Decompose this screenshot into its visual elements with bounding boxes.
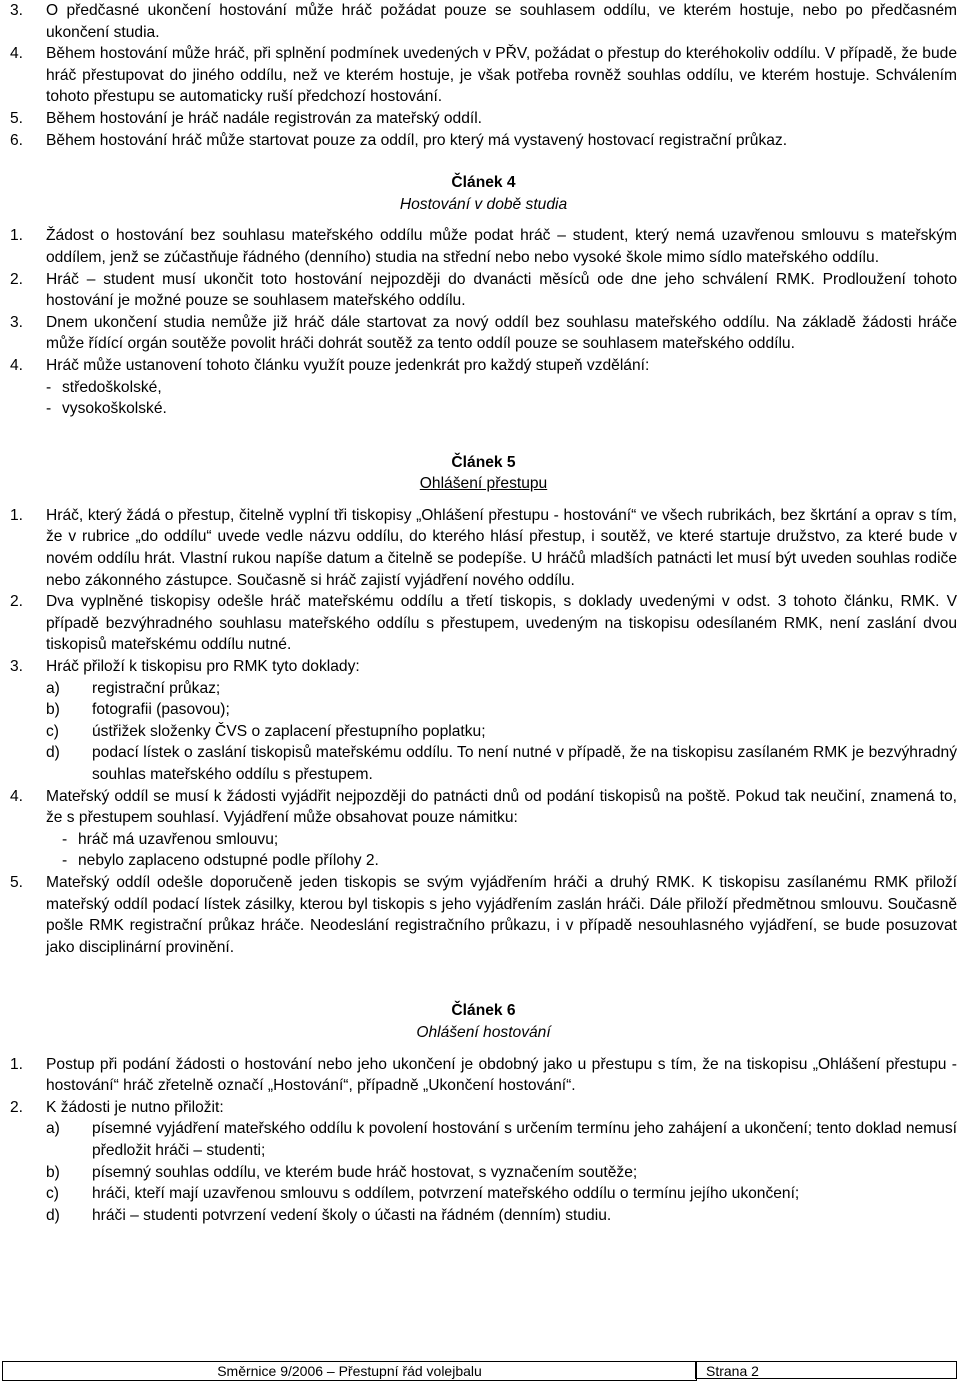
list-item: 6. Během hostování hráč může startovat pouze za oddíl, pro který má vystavený hostovací registrační průkaz.: [10, 131, 788, 149]
sub-item: b) fotografii (pasovou);: [46, 701, 230, 719]
page-footer: [0, 1361, 960, 1383]
objection-item: - hráč má uzavřenou smlouvu;: [62, 830, 279, 848]
article-4-heading: [10, 172, 957, 215]
requirements-sublist: [10, 1118, 957, 1226]
sub-item: a) písemné vyjádření mateřského oddílu k povolení hostování s určením termínu jeho zahájení a ukončení; tento doklad nemusí předložit hráči – studenti;: [46, 1120, 957, 1159]
article-4-subtitle: Hostování v době studia: [399, 195, 568, 213]
article-6-subtitle: Ohlášení hostování: [416, 1023, 551, 1041]
list-item: 3. Hráč přiloží k tiskopisu pro RMK tyto doklady:: [10, 658, 360, 676]
list-item: 1. Žádost o hostování bez souhlasu mateřského oddílu může podat hráč – student, který nemá uzavřenou smlouvu s mateřským oddílem, jenž se zúčastňuje řádného (denního) studia na střední nebo nebo vysoké škole mimo sídlo mateřského oddílu.: [10, 227, 957, 266]
sub-item: d) hráči – studenti potvrzení vedení školy o účasti na řádném (denním) studiu.: [46, 1206, 612, 1224]
article-4-title: Článek 4: [451, 174, 516, 192]
article-4-body: [10, 225, 957, 419]
list-item: 5. Během hostování je hráč nadále registrován za mateřský oddíl.: [10, 109, 482, 127]
list-item: 3. O předčasné ukončení hostování může hráč požádat pouze se souhlasem oddílu, ve kterém hostuje, nebo po předčasném ukončení studia.: [10, 2, 957, 41]
objection-item: - nebylo zaplaceno odstupné podle přílohy 2.: [62, 852, 379, 870]
article-5-heading: [10, 452, 957, 495]
list-item: 2. Dva vyplněné tiskopisy odešle hráč mateřskému oddílu a třetí tiskopis, s doklady uvedenými v odst. 3 tohoto článku, RMK. V případě bezvýhradného souhlasu mateřského oddílu s přestupem, uvedeným na tiskopisu odesílaném RMK, není zaslání dvou tiskopisů mateřskému oddílu nutné.: [10, 593, 957, 654]
article-6-body: [10, 1054, 957, 1227]
education-level-item: - vysokoškolské.: [46, 400, 167, 418]
documents-sublist: [10, 678, 957, 786]
document-page: [10, 0, 957, 1226]
sub-item: d) podací lístek o zaslání tiskopisů mateřskému oddílu. To není nutné v případě, že na tiskopisu zasílaném RMK je bezvýhradný souhlas mateřského oddílu s přestupem.: [46, 744, 957, 783]
list-item: 2. K žádosti je nutno přiložit:: [10, 1098, 224, 1116]
article-5-body: [10, 505, 957, 958]
list-item: 4. Mateřský oddíl se musí k žádosti vyjádřit nejpozději do patnácti dnů od podání tiskopisů na poště. Pokud tak neučiní, znamená to, že s přestupem souhlasí. Vyjádření může obsahovat pouze námitku:: [10, 787, 957, 827]
list-item: 3. Dnem ukončení studia nemůže již hráč dále startovat za nový oddíl bez souhlasu mateřského oddílu. Na základě žádosti hráče může řídící orgán soutěže povolit hráči dohrát soutěž za tento oddíl pouze se souhlasem mateřského oddílu.: [10, 313, 957, 353]
sub-item: c) ústřižek složenky ČVS o zaplacení přestupního poplatku;: [46, 722, 486, 740]
list-item: 2. Hráč – student musí ukončit toto hostování nejpozději do dvanácti měsíců ode dne jeho schválení RMK. Prodloužení tohoto hostování je možné pouze se souhlasem mateřského oddílu.: [10, 270, 957, 310]
article-5-title: Článek 5: [451, 453, 516, 471]
sub-item: b) písemný souhlas oddílu, ve kterém bude hráč hostovat, s vyznačením soutěže;: [46, 1163, 638, 1181]
list-item: 1. Hráč, který žádá o přestup, čitelně vyplní tři tiskopisy „Ohlášení přestupu - hostování“ ve všech rubrikách, bez škrtání a oprav s tím, že v rubrice „do oddílu“ uvede vedle názvu oddílu, do kterého hlásí přestup, i soutěž, ve které startuje družstvo, za které bude v novém oddílu hrát. Vlastní rukou napíše datum a čitelně se podepíše. U hráčů mladších patnácti let musí být uveden souhlas rodiče nebo zákonného zástupce. Současně si hráč zajistí vyjádření nového oddílu.: [10, 506, 957, 589]
list-item: 4. Hráč může ustanovení tohoto článku využít pouze jedenkrát pro každý stupeň vzdělání:: [10, 356, 650, 374]
article-6-heading: [10, 1000, 957, 1043]
article-6-title: Článek 6: [451, 1002, 516, 1020]
sub-item: c) hráči, kteří mají uzavřenou smlouvu s oddílem, potvrzení mateřského oddílu o termínu jejího ukončení;: [46, 1185, 800, 1203]
sub-item: a) registrační průkaz;: [46, 679, 221, 697]
list-item: 5. Mateřský oddíl odešle doporučeně jeden tiskopis se svým vyjádřením hráči a druhý RMK. K tiskopisu zasílanému RMK přiloží mateřský oddíl podací lístek zásilky, kterou byl tiskopis s jeho vyjádřením zaslán hráči. Dále přiloží předmětnou smlouvu. Současně pošle RMK registrační průkaz hráče. Neodeslání registračního průkazu, i v případě nesouhlasného vyjádření, se bude posuzovat jako disciplinární provinění.: [10, 873, 957, 956]
article-5-subtitle: Ohlášení přestupu: [419, 475, 548, 493]
footer-document-name: Směrnice 9/2006 – Přestupní řád volejbalu: [2, 1361, 697, 1381]
footer-page-number: Strana 2: [695, 1361, 957, 1379]
education-level-item: - středoškolské,: [46, 378, 162, 396]
intro-list: [10, 0, 957, 151]
list-item: 1. Postup při podání žádosti o hostování nebo jeho ukončení je obdobný jako u přestupu s tím, že na tiskopisu „Ohlášení přestupu - hostování“ hráč zřetelně označí „Hostování“, případně „Ukončení hostování“.: [10, 1055, 957, 1095]
list-item: 4. Během hostování může hráč, při splnění podmínek uvedených v PŘV, požádat o přestup do kteréhokoliv oddílu. V případě, že bude hráč přestupovat do jiného oddílu, než ve kterém hostuje, je však potřeba rovněž souhlas oddílu, ve kterém hostuje. Schválením tohoto přestupu se automaticky ruší předchozí hostování.: [10, 45, 957, 106]
